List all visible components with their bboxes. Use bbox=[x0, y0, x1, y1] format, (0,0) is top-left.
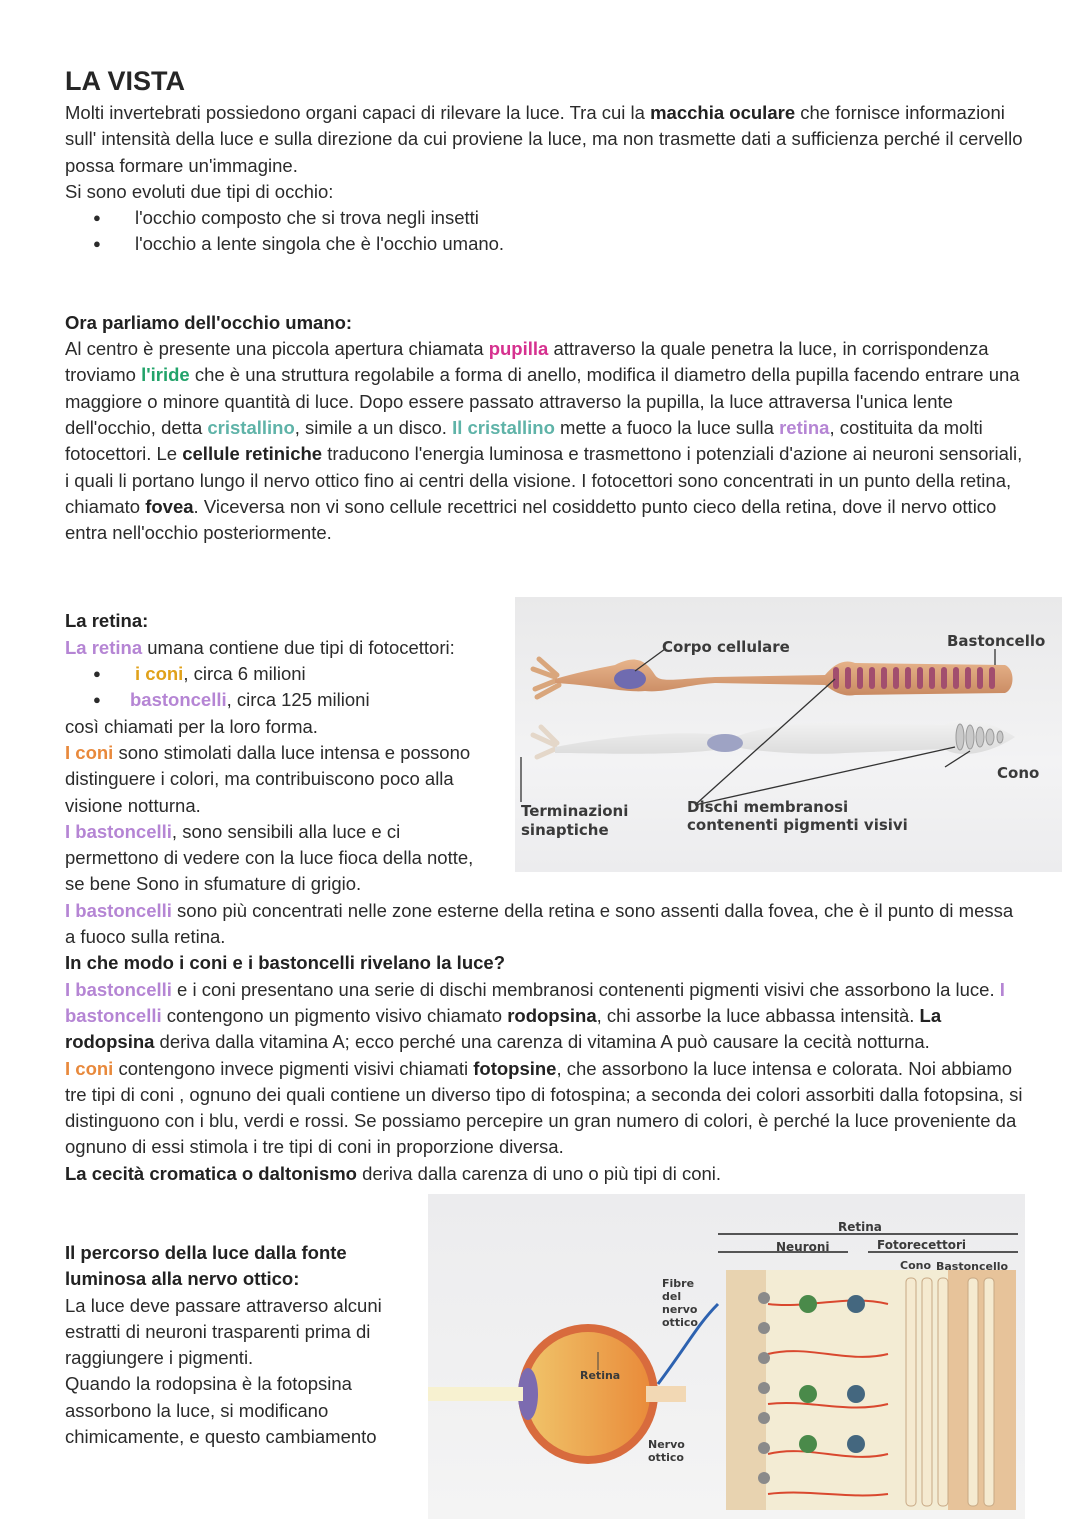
label-retina-eye: Retina bbox=[580, 1369, 621, 1382]
label-retina-top: Retina bbox=[838, 1220, 882, 1234]
light-path-heading: Il percorso della luce dalla fonte luminosa alla nervo ottico: bbox=[65, 1241, 347, 1290]
label-bastoncello: Bastoncello bbox=[947, 632, 1046, 650]
label-ottico: ottico bbox=[662, 1316, 698, 1329]
cone-cell bbox=[533, 720, 1015, 757]
cones-paragraph: I coni contengono invece pigmenti visivi chiamati fotopsine, che assorbono la luce intensa e colorata. Noi abbiamo tre tipi di coni , ognuno dei quali contiene un diverso tipo di fotospina; a seconda dei colori assorbiti dalla fotopsina, si distinguono con i blu, verdi e rossi. Se possiamo percepire un gran numero di colori, è perché la luce proveniente da ognuno di essi stimola i tre tipi di coni in proporzione diversa. bbox=[65, 1057, 1023, 1158]
eye-types-list bbox=[65, 205, 1025, 258]
page-title: LA VISTA bbox=[65, 66, 185, 96]
label-nervo-ottico-2: ottico bbox=[648, 1451, 684, 1464]
list-item: ● l'occhio a lente singola che è l'occhio umano. bbox=[65, 231, 1025, 257]
label-del: del bbox=[662, 1290, 682, 1303]
light-path-column: Il percorso della luce dalla fonte luminosa alla nervo ottico: La luce deve passare attraverso alcuni estratti di neuroni trasparenti prima di raggiungere i pigmenti. Quando la rodopsina è la fotopsina assorbono la luce, si modificano chimicamente, e questo cambiamento bbox=[65, 1240, 415, 1450]
retina-text-column: La retina umana contiene due tipi di fotocettori: ● i coni, circa 6 milioni ● bastoncelli, circa 125 milioni così chiamati per la loro forma. I coni sono stimolati dalla luce intensa e possono distinguere i colori, ma contribuiscono poco alla visione notturna. I bastoncelli, sono sensibili alla luce e ci permettono di vedere con la luce fioca della notte, se bene Sono in sfumature di grigio. bbox=[65, 635, 485, 898]
human-eye-heading: Ora parliamo dell'occhio umano: bbox=[65, 311, 353, 333]
list-item: ● l'occhio composto che si trova negli insetti bbox=[65, 205, 1025, 231]
question-heading: In che modo i coni e i bastoncelli rivelano la luce? bbox=[65, 952, 505, 974]
intro-eye-types: Si sono evoluti due tipi di occhio: bbox=[65, 180, 334, 202]
intro-paragraph: Molti invertebrati possiedono organi capaci di rilevare la luce. Tra cui la macchia oculare che fornisce informazioni sull' intensità della luce e sulla direzione da cui proviene la luce, ma non trasmette dati a sufficienza perché il cervello possa formare un'immagine. bbox=[65, 102, 1023, 176]
rod-cell bbox=[533, 659, 1013, 697]
retina-figure bbox=[428, 1194, 1025, 1519]
label-cono: Cono bbox=[997, 764, 1040, 782]
label-corpo-cellulare: Corpo cellulare bbox=[662, 638, 790, 656]
label-nervo: nervo bbox=[662, 1303, 698, 1316]
photoreceptor-list bbox=[65, 661, 485, 714]
label-terminazioni: Terminazioni bbox=[521, 802, 629, 820]
retina-layers bbox=[718, 1234, 1018, 1510]
label-neuroni: Neuroni bbox=[776, 1240, 830, 1254]
label-sinaptiche: sinaptiche bbox=[521, 821, 609, 839]
label-nervo-ottico-1: Nervo bbox=[648, 1438, 685, 1451]
label-pigmenti: contenenti pigmenti visivi bbox=[687, 816, 908, 834]
rods-paragraph: I bastoncelli e i coni presentano una serie di dischi membranosi contenenti pigmenti visivi che assorbono la luce. I bastoncelli contengono un pigmento visivo chiamato rodopsina, chi assorbe la luce abbassa intensità. La rodopsina deriva dalla vitamina A; ecco perché una carenza di vitamina A può causare la cecità notturna. bbox=[65, 978, 1005, 1053]
label-dischi: Dischi membranosi bbox=[687, 798, 849, 816]
daltonism-paragraph: La cecità cromatica o daltonismo deriva dalla carenza di uno o più tipi di coni. bbox=[65, 1162, 722, 1184]
label-fotorecettori: Fotorecettori bbox=[877, 1238, 966, 1252]
label-cono: Cono bbox=[900, 1259, 932, 1272]
list-item: ● i coni, circa 6 milioni bbox=[65, 661, 485, 687]
label-fibre: Fibre bbox=[662, 1277, 695, 1290]
retina-heading: La retina: bbox=[65, 610, 149, 632]
human-eye-paragraph: Al centro è presente una piccola apertura chiamata pupilla attraverso la quale penetra la luce, in corrispondenza troviamo l'iride che è una struttura regolabile a forma di anello, modifica il diametro della pupilla facendo entrare una maggiore o minore quantità di luce. Dopo essere passato attraverso la pupilla, la luce attraversa l'unica lente dell'occhio, detta cristallino, simile a un disco. Il cristallino mette a fuoco la luce sulla retina, costituita da molti fotocettori. Le cellule retiniche traducono l'energia luminosa e trasmettono i potenziali d'azione ai neuroni sensoriali, i quali li portano lungo il nervo ottico fino ai centri della visione. I fotocettori sono concentrati in un punto della retina, chiamato fovea. Viceversa non vi sono cellule recettrici nel cosiddetto punto cieco della retina, dove il nervo ottico entra nell'occhio posteriormente. bbox=[65, 338, 1023, 544]
list-item: ● bastoncelli, circa 125 milioni bbox=[65, 687, 485, 713]
rods-distribution: I bastoncelli sono più concentrati nelle zone esterne della retina e sono assenti dalla fovea, che è il punto di messa a fuoco sulla retina. bbox=[65, 899, 1014, 948]
photoreceptor-figure bbox=[515, 597, 1062, 872]
label-bastoncello: Bastoncello bbox=[936, 1260, 1009, 1273]
